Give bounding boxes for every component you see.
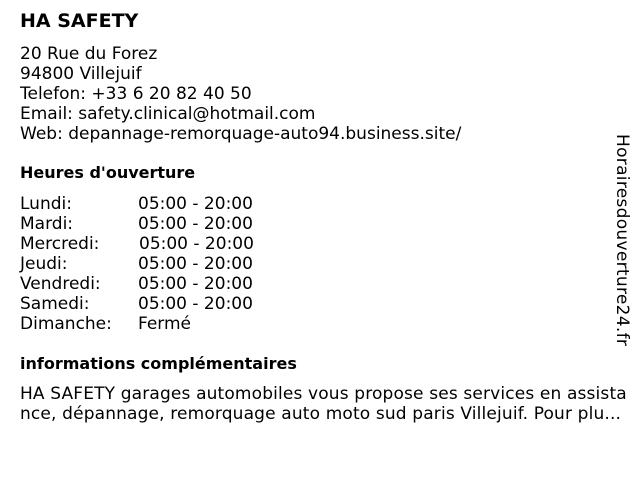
- email-address: Email: safety.clinical@hotmail.com: [20, 104, 316, 124]
- hours-row-saturday: [20, 294, 280, 314]
- description-line: HA SAFETY garages automobiles vous propose ses services en assista: [20, 384, 627, 404]
- watermark-text: Horairesdouverture24.fr: [612, 134, 632, 347]
- day-label: Lundi:: [20, 194, 72, 214]
- day-label: Jeudi:: [20, 254, 68, 274]
- street-address: 20 Rue du Forez: [20, 44, 158, 64]
- hours-row-tuesday: [20, 214, 280, 234]
- hours-row-monday: [20, 194, 280, 214]
- day-label: Mercredi:: [20, 234, 100, 254]
- time-value: 05:00 - 20:00: [139, 234, 254, 254]
- business-name: HA SAFETY: [20, 10, 139, 32]
- time-value: 05:00 - 20:00: [138, 274, 253, 294]
- address-block: [20, 44, 461, 144]
- phone-number: Telefon: +33 6 20 82 40 50: [20, 84, 252, 104]
- additional-info-text: [20, 384, 630, 424]
- city-address: 94800 Villejuif: [20, 64, 142, 84]
- opening-hours-heading: Heures d'ouverture: [20, 163, 196, 182]
- time-value: 05:00 - 20:00: [138, 194, 253, 214]
- day-label: Vendredi:: [20, 274, 101, 294]
- hours-row-friday: [20, 274, 280, 294]
- hours-row-wednesday: [20, 234, 280, 254]
- hours-row-sunday: [20, 314, 280, 334]
- day-label: Mardi:: [20, 214, 74, 234]
- time-value: 05:00 - 20:00: [138, 254, 253, 274]
- day-label: Dimanche:: [20, 314, 112, 334]
- opening-hours-table: [20, 194, 280, 334]
- time-value: 05:00 - 20:00: [138, 214, 253, 234]
- site-watermark: [612, 134, 632, 347]
- website: Web: depannage-remorquage-auto94.business.site/: [20, 124, 462, 144]
- day-label: Samedi:: [20, 294, 90, 314]
- hours-row-thursday: [20, 254, 280, 274]
- time-value: 05:00 - 20:00: [138, 294, 253, 314]
- additional-info-heading: informations complémentaires: [20, 354, 297, 373]
- time-value: Fermé: [138, 314, 192, 334]
- description-line: nce, dépannage, remorquage auto moto sud paris Villejuif. Pour plu...: [20, 404, 622, 424]
